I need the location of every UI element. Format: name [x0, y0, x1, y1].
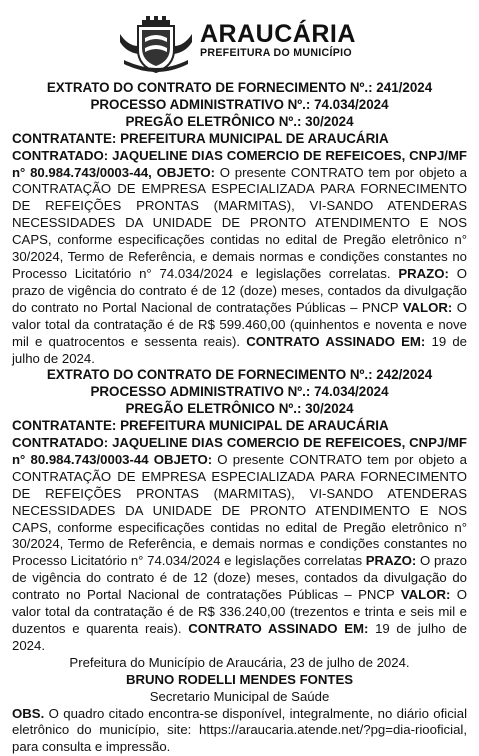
- valor-label: VALOR:: [400, 587, 451, 603]
- header: [0, 14, 479, 74]
- obs-text: O quadro citado encontra-se disponível, integralmente, no diário oficial eletrônico do município, site: https://araucaria.atende.net/?pg=dia-riooficial, para consulta e impressão.: [12, 705, 467, 755]
- prazo-label: PRAZO:: [398, 265, 449, 281]
- contratado-text: CONTRATADO: JAQUELINE DIAS COMERCIO DE REFEICOES, CNPJ/MF n° 80.984.743/0003-44: [12, 435, 467, 467]
- assinado-text: 19 de julho de 2024.: [12, 333, 467, 366]
- contratado-text: CONTRATADO: JAQUELINE DIAS COMERCIO DE REFEICOES, CNPJ/MF n° 80.984.743/0003-44,: [12, 147, 467, 180]
- contract-extract-2: [12, 367, 467, 654]
- assinado-label: CONTRATO ASSINADO EM:: [246, 333, 426, 349]
- contract-body: [12, 435, 467, 655]
- document-content: [12, 80, 467, 756]
- brand: [200, 22, 356, 59]
- prazo-text: O prazo de vigência do contrato é de 12 (doze) meses, contados da divulgação do contrato no Portal Nacional de contratações Públicas – PNCP: [12, 265, 468, 315]
- brand-name: ARAUCÁRIA: [200, 20, 356, 48]
- valor-text: O valor total da contratação é de R$ 599.460,00 (quinhentos e noventa e nove mil e quatrocentos e sessenta reais).: [12, 299, 467, 349]
- prazo-text: O prazo de vigência do contrato é de 12 (doze) meses, contados da divulgação do contrato no Portal Nacional de contratações Públicas – PNCP: [12, 553, 467, 603]
- contratante-line: CONTRATANTE: PREFEITURA MUNICIPAL DE ARAUCÁRIA: [12, 130, 389, 146]
- assinado-label: CONTRATO ASSINADO EM:: [188, 621, 369, 636]
- signature-block: [12, 655, 467, 756]
- contract-title: EXTRATO DO CONTRATO DE FORNECIMENTO Nº.: 241/2024: [46, 80, 433, 95]
- objeto-text: O presente CONTRATO tem por objeto a CONTRATAÇÃO DE EMPRESA ESPECIALIZADA PARA FORNECIMENTO DE REFEIÇÕES PRONTAS (MARMITAS), VI-SANDO ATENDERAS NECESSIDADES DA UNIDADE DE PRONTO ATENDIMENTO E NOS CAPS, conforme especificações contidas no edital de Pregão eletrônico n° 30/2024, Termo de Referência, e demais normas e condições constantes no Processo Licitatório n° 74.034/2024 e legislações correlatas.: [12, 164, 467, 281]
- objeto-text: O presente CONTRATO tem por objeto a CONTRATAÇÃO DE EMPRESA ESPECIALIZADA PARA FORNECIMENTO DE REFEIÇÕES PRONTAS (MARMITAS), VI-SANDO ATENDERAS NECESSIDADES DA UNIDADE DE PRONTO ATENDIMENTO E NOS CAPS, conforme especificações contidas no edital de Pregão eletrônico n° 30/2024, Termo de Referência, e demais normas e condições constantes no Processo Licitatório n° 74.034/2024 e legislações correlatas: [12, 451, 467, 569]
- process-title: PROCESSO ADMINISTRATIVO Nº.: 74.034/2024: [90, 384, 389, 400]
- contract-extract-1: [12, 80, 467, 367]
- process-title: PROCESSO ADMINISTRATIVO Nº.: 74.034/2024: [90, 96, 389, 112]
- contratante-line: CONTRATANTE: PREFEITURA MUNICIPAL DE ARAUCÁRIA: [12, 418, 389, 434]
- contract-body: [12, 148, 467, 368]
- bid-title: PREGÃO ELETRÔNICO Nº.: 30/2024: [125, 401, 354, 417]
- assinado-text: 19 de julho de 2024.: [12, 621, 467, 653]
- obs-label: OBS.: [12, 705, 45, 721]
- signatory-role: Secretario Municipal de Saúde: [149, 688, 330, 704]
- bid-title: PREGÃO ELETRÔNICO Nº.: 30/2024: [125, 113, 354, 129]
- contract-title: EXTRATO DO CONTRATO DE FORNECIMENTO Nº.: 242/2024: [46, 367, 433, 383]
- obs-note: [12, 706, 467, 756]
- valor-text: O valor total da contratação é de R$ 336.240,00 (trezentos e trinta e seis mil e duzentos e quarenta reais).: [12, 587, 468, 636]
- objeto-label: OBJETO:: [156, 164, 215, 180]
- place-date: Prefeitura do Município de Araucária, 23 de julho de 2024.: [69, 654, 410, 670]
- objeto-label: OBJETO:: [153, 451, 213, 467]
- brand-subtitle: PREFEITURA DO MUNICÍPIO: [200, 47, 352, 59]
- municipal-crest-logo: [118, 16, 194, 74]
- prazo-label: PRAZO:: [365, 553, 417, 569]
- signatory-name: BRUNO RODELLI MENDES FONTES: [125, 671, 354, 687]
- valor-label: VALOR:: [402, 299, 453, 315]
